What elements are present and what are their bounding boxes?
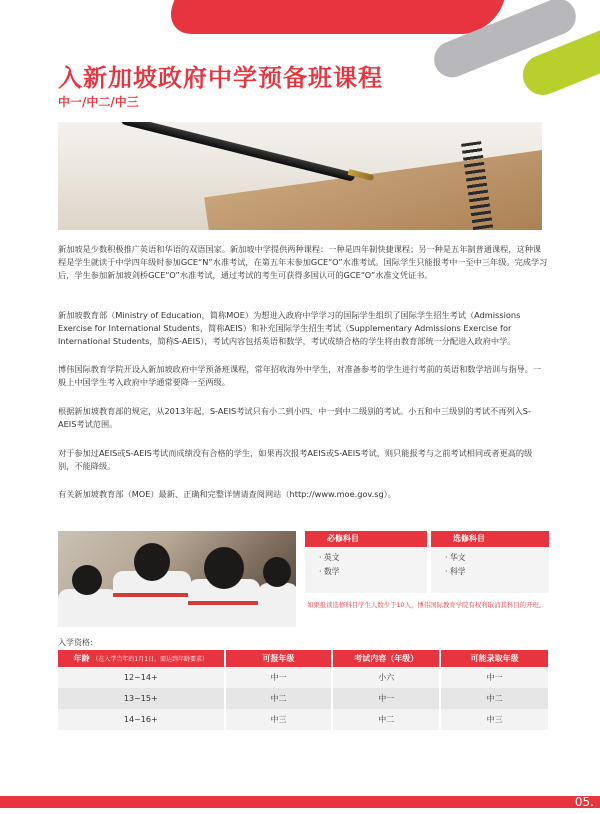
uniform-stripe xyxy=(113,593,191,597)
paragraph-retake-rule: 对于参加过AEIS或S-AEIS考试而成绩没有合格的学生，如果再次报考AEIS或S-AEIS考试，则只能报考与之前考试相同或者更高的级别，不能降级。 xyxy=(58,448,533,471)
paragraph-moe-website: 有关新加坡教育部（MOE）最新、正确和完整详情请查阅网站（http://www.moe.gov.sg）。 xyxy=(58,489,396,499)
table-row xyxy=(58,667,548,688)
student-head xyxy=(204,547,244,589)
uniform-stripe xyxy=(188,601,260,605)
paragraph-2013-rule: 根据新加坡教育部的规定，从2013年起，S-AEIS考试只有小二到小四、中一到中二级别的考试。小五和中三级别的考试不再列入S-AEIS考试范围。 xyxy=(58,406,531,429)
admission-table xyxy=(58,650,548,730)
cell-admit: 中一 xyxy=(440,667,548,688)
header-exam: 考试内容（年级） xyxy=(332,650,440,667)
footer-bar xyxy=(0,796,600,808)
page-title: 入新加坡政府中学预备班课程 xyxy=(58,64,383,92)
page-number: 05. xyxy=(574,795,594,809)
optional-subjects-box xyxy=(431,531,549,593)
cell-grade: 中一 xyxy=(225,667,333,688)
paragraph-prep-course: 博伟国际教育学院开设入新加坡政府中学预备班课程，常年招收海外中学生，对准备参考的学生进行考前的英语和数学培训与指导。一般上中国学生考入政府中学通常要降一至两级。 xyxy=(58,364,542,387)
header-age-label: 年龄 xyxy=(73,654,90,663)
cell-age: 14~16+ xyxy=(58,709,225,730)
cell-exam: 小六 xyxy=(332,667,440,688)
table-header-row xyxy=(58,650,548,667)
student-head xyxy=(263,557,291,587)
cell-age: 12~14+ xyxy=(58,667,225,688)
header-admit: 可能录取年级 xyxy=(440,650,548,667)
header-grade: 可报年级 xyxy=(225,650,333,667)
optional-subject-item: · 华文 xyxy=(445,553,466,562)
optional-subjects-header: 选修科目 xyxy=(431,531,549,547)
page-subtitle: 中一/中二/中三 xyxy=(58,95,139,109)
admission-label: 入学资格: xyxy=(58,638,93,647)
cell-grade: 中二 xyxy=(225,688,333,709)
cell-admit: 中二 xyxy=(440,688,548,709)
student-head xyxy=(134,543,170,581)
required-subjects-header: 必修科目 xyxy=(305,531,427,547)
cell-exam: 中一 xyxy=(332,688,440,709)
classroom-photo xyxy=(58,531,296,627)
cell-exam: 中二 xyxy=(332,709,440,730)
paragraph-moe-exams: 新加坡教育部（Ministry of Education，简称MOE）为想进入政府中学学习的国际学生组织了国际学生招生考试（Admissions Exercise for International Students，简称AEIS）和补充国际学生招生考试（Supplementary Admissions Exercise for International Students，简称S-AEIS），考试内容包括英语和数学，考试成绩合格的学生将由教育部统一分配进入政府中学。 xyxy=(58,310,521,346)
table-row xyxy=(58,709,548,730)
cell-admit: 中三 xyxy=(440,709,548,730)
subjects-note: 如果报读选修科目学生人数少于10人，博伟国际教育学院有权利取消其科目的开班。 xyxy=(307,601,546,609)
required-subjects-box xyxy=(305,531,427,593)
student-head xyxy=(72,565,102,595)
table-row xyxy=(58,688,548,709)
required-subject-item: · 英文 xyxy=(319,553,340,562)
header-age xyxy=(58,650,225,667)
cell-grade: 中三 xyxy=(225,709,333,730)
required-subject-item: · 数学 xyxy=(319,567,340,576)
cell-age: 13~15+ xyxy=(58,688,225,709)
header-age-note: （在入学当年的1月1日，需达到年龄要求） xyxy=(92,656,209,663)
paragraph-intro: 新加坡是少数积极推广英语和华语的双语国家。新加坡中学提供两种课程：一种是四年制快捷课程；另一种是五年制普通课程，这种课程是学生就读于中学四年级时参加GCE“N”水准考试，在第五年末参加GCE“O”水准考试。国际学生只能报考中一至中三年级。完成学习后，学生参加新加坡剑桥GCE“O”水准考试，通过考试的考生可获得多国认可的GCE“O”水准文凭证书。 xyxy=(58,244,548,280)
notebook-pen-photo xyxy=(58,122,542,230)
optional-subject-item: · 科学 xyxy=(445,567,466,576)
student-shape xyxy=(258,583,296,627)
pen-shape xyxy=(120,122,355,182)
header-decoration-red xyxy=(162,0,508,34)
